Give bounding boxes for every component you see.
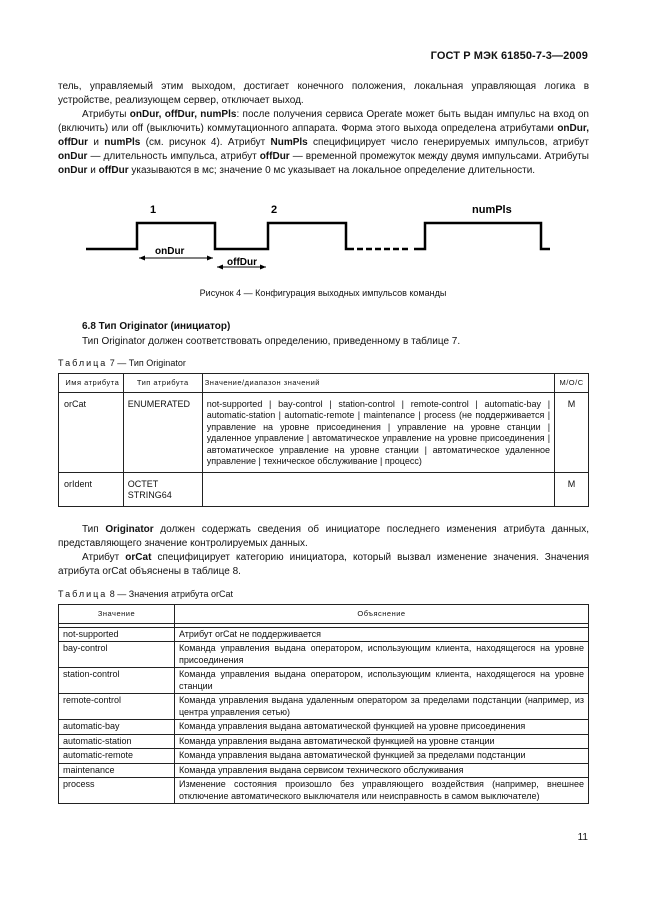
table-cell: Команда управления выдана удаленным оператором за пределами подстанции (например, из центра управления сетью) (175, 694, 589, 720)
pulse-label-numPls: numPls (472, 204, 512, 216)
table-cell: OCTET STRING64 (123, 472, 202, 506)
table-cell: Атрибут orCat не поддерживается (175, 627, 589, 642)
pulse-diagram (80, 196, 550, 276)
arrowhead-right (260, 265, 266, 270)
table7-header-moc: М/О/С (555, 374, 589, 393)
table-cell: Команда управления выдана сервисом технического обслуживания (175, 763, 589, 778)
table-cell: Команда управления выдана автоматической функцией за пределами подстанции (175, 749, 589, 764)
table-cell: orCat (59, 392, 124, 472)
table-originator (58, 373, 589, 507)
table-cell: not-supported | bay-control | station-control | remote-control | automatic-bay | automatic-station | automatic-remote | maintenance | process (не поддерживается | управление на уровне присоединения | управление на уровне станции | удаленное управление | автоматическое управление на уровне присоединения | автоматическое управление на уровне станции | автоматическое удаленное управление | техническое обслуживание | процесс) (202, 392, 554, 472)
table7-header-type: Тип атрибута (123, 374, 202, 393)
table-row (59, 668, 589, 694)
table-row (59, 778, 589, 804)
paragraph-pulse-attributes: Атрибуты onDur, offDur, numPls: после получения сервиса Operate может быть выдан импульс на вход on (включить) или off (выключить) коммутационного аппарата. Форма этого выхода определена атрибутами onDur, offDur и numPls (см. рисунок 4). Атрибут NumPls специфицирует число генерируемых импульсов, атрибут onDur — длительность импульса, атрибут offDur — временной промежуток между двумя импульсами. Атрибуты onDur и offDur указываются в мс; значение 0 мс указывает на локальное определение длительности. (58, 109, 589, 176)
table-cell: not-supported (59, 627, 175, 642)
figure-caption: Рисунок 4 — Конфигурация выходных импульсов команды (199, 288, 447, 298)
pulse-waveform-last (414, 223, 550, 249)
table7-caption: Таблица 7 — Тип Originator (58, 358, 186, 368)
table-cell: ENUMERATED (123, 392, 202, 472)
paragraph-orcat: Атрибут orCat специфицирует категорию инициатора, который вызвал изменение значения. Значения атрибута orCat объяснены в таблице 8. (58, 552, 589, 577)
table-row (59, 627, 589, 642)
table-cell: M (555, 392, 589, 472)
table7-header-value: Значение/диапазон значений (202, 374, 554, 393)
table-cell (202, 472, 554, 506)
paragraph-table7-ref: Тип Originator должен соответствовать определению, приведенному в таблице 7. (82, 336, 461, 347)
page-number: 11 (577, 832, 588, 843)
table8-header-explanation: Объяснение (175, 605, 589, 624)
table-row (59, 694, 589, 720)
table-cell: automatic-station (59, 734, 175, 749)
table-cell: station-control (59, 668, 175, 694)
arrowhead-left (139, 256, 145, 261)
table8-caption: Таблица 8 — Значения атрибута orCat (58, 589, 234, 599)
offDur-label: offDur (227, 257, 257, 268)
arrowhead-left (217, 265, 223, 270)
table8-header-value: Значение (59, 605, 175, 624)
table-row (59, 472, 589, 506)
table-row (59, 392, 589, 472)
pulse-waveform (86, 223, 354, 249)
table-cell: automatic-remote (59, 749, 175, 764)
table-cell: Команда управления выдана автоматической функцией на уровне присоединения (175, 720, 589, 735)
table-cell: Команда управления выдана оператором, использующим клиента, находящегося на уровне станции (175, 668, 589, 694)
table-cell: process (59, 778, 175, 804)
standard-header: ГОСТ Р МЭК 61850-7-3—2009 (430, 50, 588, 62)
paragraph-originator: Тип Originator должен содержать сведения об инициаторе последнего изменения атрибута данных, представляющего значение контролируемых данных. (58, 524, 589, 549)
table-cell: Команда управления выдана оператором, использующим клиента, находящегося на уровне присоединения (175, 642, 589, 668)
table-row (59, 642, 589, 668)
table-row (59, 749, 589, 764)
arrowhead-right (207, 256, 213, 261)
table-cell: maintenance (59, 763, 175, 778)
table-cell: orIdent (59, 472, 124, 506)
table-cell: Команда управления выдана автоматической функцией на уровне станции (175, 734, 589, 749)
pulse-label-2: 2 (271, 204, 278, 216)
pulse-label-1: 1 (150, 204, 157, 216)
table-cell: M (555, 472, 589, 506)
section-title: 6.8 Тип Originator (инициатор) (82, 321, 231, 332)
table-row (59, 763, 589, 778)
onDur-label: onDur (155, 246, 185, 257)
table-row (59, 734, 589, 749)
paragraph-continuation: тель, управляемый этим выходом, достигает конечного положения, локальная управляющая логика в устройстве, реализующем сервер, отключает выход. (58, 81, 589, 106)
table-cell: Изменение состояния произошло без управляющего воздействия (например, внешнее отключение автоматического выключателя или неисправность в самом выключателе) (175, 778, 589, 804)
table-cell: bay-control (59, 642, 175, 668)
table-cell: automatic-bay (59, 720, 175, 735)
table-cell: remote-control (59, 694, 175, 720)
table-orcat-values (58, 604, 589, 804)
table7-header-name: Имя атрибута (59, 374, 124, 393)
table-row (59, 720, 589, 735)
